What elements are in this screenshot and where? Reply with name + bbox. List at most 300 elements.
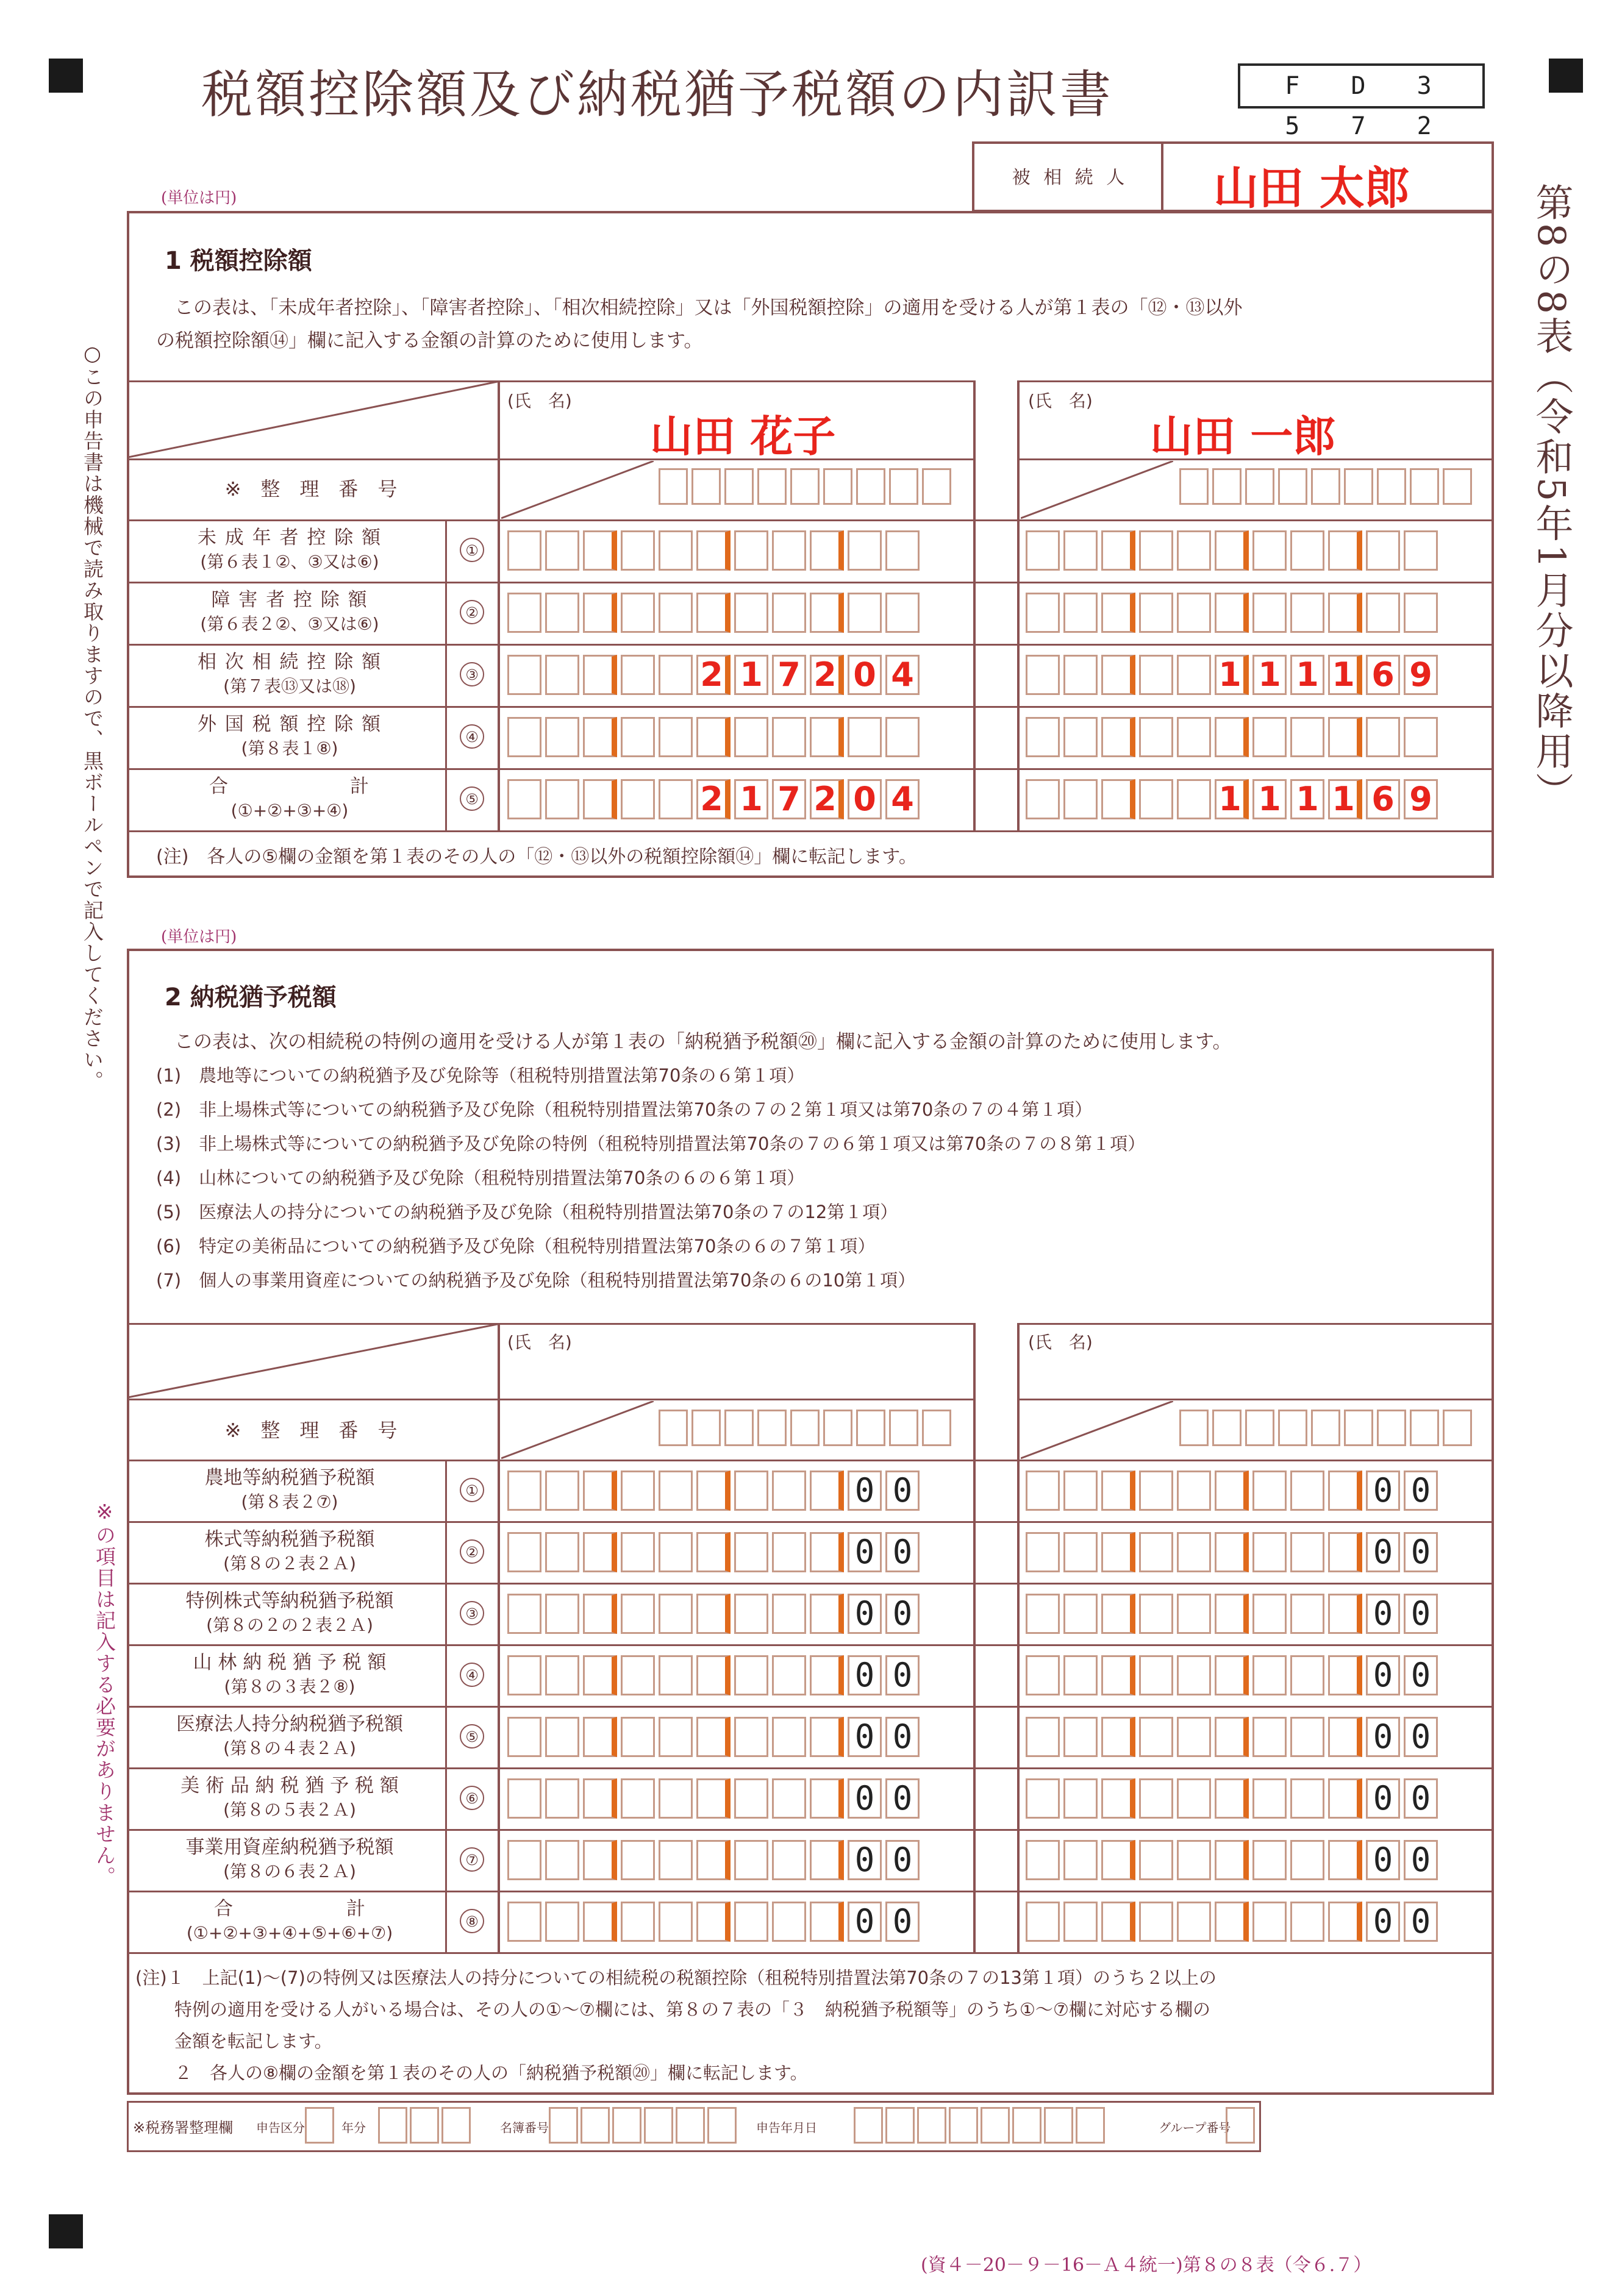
s2-amount-heir1-cell: 0 <box>848 1655 882 1695</box>
s2-amount-heir1-cell <box>659 1532 693 1572</box>
s2-amount-heir1-cell <box>810 1778 844 1819</box>
s2-amount-heir2 <box>1026 1655 1438 1695</box>
s2-amount-heir2-cell: 0 <box>1366 1778 1400 1819</box>
s2-amount-heir2-cell <box>1026 1717 1060 1757</box>
s2-v1 <box>498 1323 500 1952</box>
s2-amount-heir1-cell <box>507 1594 541 1634</box>
s2-amount-heir2 <box>1026 1532 1438 1572</box>
office-f5-cells <box>1226 2107 1255 2144</box>
s1-row-ref: (第７表⑬又は⑱) <box>223 676 356 696</box>
s1-amount-heir1-cell <box>772 530 806 571</box>
s2-amount-heir2-cell <box>1101 1655 1135 1695</box>
s1-amount-heir2-cell <box>1366 593 1400 633</box>
s2-amount-heir1 <box>507 1594 920 1634</box>
s2-amount-heir2-cell <box>1215 1532 1249 1572</box>
s1-amount-heir1-cell <box>621 779 655 819</box>
s2-amount-heir2-cell <box>1139 1778 1173 1819</box>
s2-row-ref: (第８の３表２⑧) <box>224 1677 355 1697</box>
office-f4: 申告年月日 <box>756 2120 817 2135</box>
s1-amount-heir2-cell: 1 <box>1290 655 1324 695</box>
s2-amount-heir1-cell <box>734 1532 768 1572</box>
s2-amount-heir1-cell: 0 <box>848 1471 882 1511</box>
left-note-2: ※の項目は記入する必要がありません。 <box>93 1500 116 1888</box>
s2-amount-heir1-cell <box>545 1902 579 1942</box>
section1-desc-2: の税額控除額⑭」欄に記入する金額の計算のために使用します。 <box>156 330 703 352</box>
s1-amount-heir2-cell <box>1063 717 1098 757</box>
s2-amount-heir2-cell <box>1215 1840 1249 1880</box>
heir1-name: 山田 花子 <box>650 412 836 462</box>
s2-name-caption-1: (氏 名) <box>507 1332 572 1352</box>
s2-amount-heir1-cell <box>696 1471 731 1511</box>
s2-gap <box>976 1323 1017 1952</box>
s2-amount-heir1-cell: 0 <box>885 1840 920 1880</box>
s2-amount-heir2-cell <box>1252 1532 1287 1572</box>
s1-amount-heir2 <box>1026 655 1438 695</box>
s2-amount-heir2-cell <box>1101 1840 1135 1880</box>
s1-amount-heir2-cell <box>1404 593 1438 633</box>
s2-amount-heir1-cell <box>734 1778 768 1819</box>
s2-amount-heir2-cell <box>1177 1840 1211 1880</box>
s1-h6 <box>127 768 1494 770</box>
s2-amount-heir1 <box>507 1717 920 1757</box>
s1-amount-heir1-cell <box>659 593 693 633</box>
s1-amount-heir1-cell: 4 <box>885 779 920 819</box>
s2-amount-heir1-cell <box>545 1840 579 1880</box>
s1-amount-heir1-cell <box>696 717 731 757</box>
s2-amount-heir2-cell <box>1252 1778 1287 1819</box>
s1-h3 <box>127 582 1494 583</box>
s1-amount-heir1-cell <box>583 655 617 695</box>
s2-amount-heir2-cell <box>1252 1471 1287 1511</box>
s1-amount-heir2-cell <box>1139 655 1173 695</box>
s2-h2 <box>127 1460 1494 1461</box>
s1-amount-heir2 <box>1026 593 1438 633</box>
s1-amount-heir1-cell <box>810 717 844 757</box>
s2-row-label: 美 術 品 納 税 猶 予 税 額 <box>180 1775 399 1797</box>
s1-amount-heir1-cell <box>772 717 806 757</box>
s2-amount-heir2-cell: 0 <box>1404 1594 1438 1634</box>
s2-amount-heir2-cell <box>1063 1655 1098 1695</box>
s1-amount-heir1-cell <box>621 593 655 633</box>
s1-amount-heir1-cell <box>545 530 579 571</box>
s1-amount-heir2-cell: 1 <box>1290 779 1324 819</box>
s1-amount-heir1-cell <box>545 655 579 695</box>
s1-h5 <box>127 706 1494 708</box>
s1-h4 <box>127 644 1494 646</box>
s2-amount-heir2-cell: 0 <box>1366 1471 1400 1511</box>
s1-ref-diagonal-2 <box>1021 461 1173 519</box>
s2-amount-heir2-cell <box>1215 1778 1249 1819</box>
s1-amount-heir1-cell <box>583 530 617 571</box>
s1-amount-heir1-cell <box>621 655 655 695</box>
office-f3-cells <box>549 2107 737 2144</box>
s1-amount-heir1-cell <box>507 655 541 695</box>
row-number: ① <box>460 538 484 562</box>
s1-amount-heir2-cell <box>1026 717 1060 757</box>
s2-amount-heir2-cell: 0 <box>1366 1902 1400 1942</box>
s1-row-ref: (①+②+③+④) <box>230 800 349 821</box>
s1-v4 <box>445 519 447 832</box>
s1-amount-heir2-cell <box>1101 779 1135 819</box>
s2-amount-heir1-cell <box>659 1655 693 1695</box>
s2-amount-heir2-cell <box>1177 1717 1211 1757</box>
s2-amount-heir2-cell <box>1101 1594 1135 1634</box>
s2-amount-heir1-cell: 0 <box>885 1778 920 1819</box>
s1-amount-heir1-cell: 2 <box>810 779 844 819</box>
s1-amount-heir1-cell <box>507 530 541 571</box>
s2-amount-heir1-cell <box>772 1840 806 1880</box>
s1-amount-heir1-cell <box>734 593 768 633</box>
s2-amount-heir1-cell <box>545 1594 579 1634</box>
office-f2: 年分 <box>341 2120 366 2135</box>
s1-amount-heir2-cell <box>1063 530 1098 571</box>
section2-note-3: 金額を転記します。 <box>174 2031 332 2052</box>
s2-amount-heir2-cell <box>1026 1532 1060 1572</box>
s1-amount-heir2-cell <box>1101 655 1135 695</box>
row-number: ⑥ <box>460 1786 484 1810</box>
form-code: F D 3 5 7 2 <box>1238 63 1485 109</box>
s1-amount-heir1-cell <box>885 717 920 757</box>
s2-amount-heir2-cell <box>1328 1778 1362 1819</box>
s1-amount-heir1-cell <box>621 530 655 571</box>
s2-amount-heir1-cell <box>772 1532 806 1572</box>
s2-amount-heir2-cell: 0 <box>1366 1840 1400 1880</box>
s1-amount-heir1-cell <box>848 530 882 571</box>
s2-amount-heir2-cell: 0 <box>1404 1532 1438 1572</box>
s1-amount-heir2-cell <box>1328 530 1362 571</box>
s2-amount-heir1 <box>507 1532 920 1572</box>
s2-amount-heir2-cell: 0 <box>1404 1717 1438 1757</box>
s2-amount-heir1-cell <box>545 1717 579 1757</box>
registration-mark-top-left <box>49 59 83 93</box>
s2-amount-heir1-cell <box>810 1532 844 1572</box>
s2-row-label: 合 計 <box>214 1898 365 1920</box>
s1-amount-heir2-cell: 1 <box>1215 655 1249 695</box>
s2-amount-heir1-cell <box>583 1655 617 1695</box>
s2-amount-heir1-cell <box>507 1840 541 1880</box>
s2-amount-heir2-cell: 0 <box>1366 1532 1400 1572</box>
s2-amount-heir2-cell <box>1177 1778 1211 1819</box>
s2-ref-cells-2 <box>1179 1410 1472 1446</box>
s2-row-label: 山 林 納 税 猶 予 税 額 <box>193 1652 387 1674</box>
office-f1: 申告区分 <box>256 2120 305 2135</box>
s2-amount-heir1-cell <box>696 1840 731 1880</box>
s2-amount-heir1-cell <box>507 1778 541 1819</box>
form-title: 税額控除額及び納税猶予税額の内訳書 <box>201 65 1114 124</box>
s1-amount-heir1-cell <box>507 717 541 757</box>
s2-amount-heir2 <box>1026 1471 1438 1511</box>
s1-amount-heir1-cell: 2 <box>696 779 731 819</box>
s2-row-rule <box>127 1644 1494 1646</box>
s1-amount-heir2-cell <box>1101 593 1135 633</box>
s2-amount-heir2-cell <box>1290 1778 1324 1819</box>
s2-amount-heir1-cell <box>734 1902 768 1942</box>
s2-amount-heir1-cell <box>810 1902 844 1942</box>
s2-amount-heir2-cell <box>1177 1655 1211 1695</box>
s1-amount-heir1-cell: 0 <box>848 779 882 819</box>
s1-amount-heir2-cell <box>1063 593 1098 633</box>
s2-amount-heir1-cell <box>659 1717 693 1757</box>
s2-amount-heir1-cell <box>772 1471 806 1511</box>
s2-amount-heir1-cell: 0 <box>885 1655 920 1695</box>
s1-row-ref: (第６表２②、③又は⑥) <box>200 614 379 634</box>
s1-amount-heir2-cell: 1 <box>1252 655 1287 695</box>
s2-amount-heir2-cell <box>1026 1902 1060 1942</box>
s1-amount-heir2-cell <box>1177 530 1211 571</box>
s2-amount-heir1-cell <box>734 1655 768 1695</box>
s1-h2 <box>127 519 1494 521</box>
s2-amount-heir2-cell <box>1063 1532 1098 1572</box>
s2-amount-heir1-cell <box>810 1594 844 1634</box>
s2-amount-heir1-cell <box>659 1840 693 1880</box>
s2-ref-diagonal-2 <box>1021 1401 1173 1460</box>
s2-amount-heir2-cell <box>1252 1717 1287 1757</box>
s2-name-caption-2: (氏 名) <box>1028 1332 1093 1352</box>
s2-amount-heir2-cell <box>1328 1471 1362 1511</box>
s1-amount-heir2-cell <box>1101 530 1135 571</box>
s2-amount-heir2-cell: 0 <box>1404 1778 1438 1819</box>
s2-row-ref: (第８の２の２表２Ａ) <box>206 1615 373 1635</box>
s1-row-ref: (第６表１②、③又は⑥) <box>200 552 379 572</box>
decedent-name: 山田 太郎 <box>1213 162 1410 215</box>
s2-amount-heir1-cell <box>583 1902 617 1942</box>
s2-amount-heir1-cell <box>507 1471 541 1511</box>
s1-amount-heir1-cell <box>696 593 731 633</box>
s2-amount-heir2-cell <box>1026 1655 1060 1695</box>
s1-amount-heir1-cell <box>848 717 882 757</box>
s2-amount-heir1-cell <box>507 1532 541 1572</box>
s1-amount-heir1-cell <box>583 779 617 819</box>
s2-amount-heir2 <box>1026 1902 1438 1942</box>
s1-amount-heir2-cell <box>1177 779 1211 819</box>
office-f3: 名簿番号 <box>500 2120 549 2135</box>
s1-amount-heir2-cell <box>1177 717 1211 757</box>
s1-amount-heir2-cell <box>1366 530 1400 571</box>
s1-amount-heir2 <box>1026 530 1438 571</box>
s1-row-label: 障 害 者 控 除 額 <box>211 589 368 611</box>
s1-amount-heir2-cell <box>1290 593 1324 633</box>
s2-amount-heir1-cell <box>696 1778 731 1819</box>
s1-amount-heir2-cell <box>1139 530 1173 571</box>
section1-note: (注) 各人の⑤欄の金額を第１表のその人の「⑫・⑬以外の税額控除額⑭」欄に転記します。 <box>156 846 917 868</box>
s2-row-ref: (①+②+③+④+⑤+⑥+⑦) <box>186 1923 393 1943</box>
s2-amount-heir1-cell: 0 <box>885 1471 920 1511</box>
s1-amount-heir1-cell <box>583 717 617 757</box>
s1-amount-heir2-cell <box>1252 530 1287 571</box>
s1-amount-heir2-cell <box>1404 717 1438 757</box>
s1-amount-heir1-cell <box>848 593 882 633</box>
s1-v1 <box>498 380 500 832</box>
s2-amount-heir1-cell <box>583 1778 617 1819</box>
registration-mark-bottom-left <box>49 2214 83 2248</box>
office-f4-cells <box>854 2107 1105 2144</box>
s2-amount-heir1-cell <box>545 1778 579 1819</box>
s2-h1b <box>1020 1399 1494 1400</box>
s1-amount-heir1 <box>507 717 920 757</box>
s2-amount-heir2-cell <box>1328 1717 1362 1757</box>
s2-amount-heir1-cell <box>696 1655 731 1695</box>
s2-amount-heir1-cell: 0 <box>885 1594 920 1634</box>
s1-amount-heir1 <box>507 530 920 571</box>
s2-amount-heir2-cell <box>1139 1594 1173 1634</box>
s2-amount-heir1-cell: 0 <box>848 1717 882 1757</box>
s2-amount-heir1-cell <box>659 1778 693 1819</box>
s2-v3 <box>1017 1323 1020 1952</box>
s2-amount-heir2-cell: 0 <box>1366 1594 1400 1634</box>
s2-amount-heir2-cell: 0 <box>1404 1471 1438 1511</box>
s1-amount-heir2-cell <box>1139 717 1173 757</box>
s2-amount-heir1-cell <box>507 1717 541 1757</box>
s1-amount-heir1-cell <box>810 593 844 633</box>
s2-amount-heir1-cell: 0 <box>848 1902 882 1942</box>
s2-amount-heir2-cell <box>1063 1594 1098 1634</box>
s2-amount-heir1-cell <box>696 1594 731 1634</box>
s2-amount-heir2-cell <box>1063 1471 1098 1511</box>
s2-amount-heir1-cell: 0 <box>848 1532 882 1572</box>
s2-amount-heir2-cell <box>1101 1532 1135 1572</box>
row-number: ⑦ <box>460 1847 484 1872</box>
s2-amount-heir2-cell <box>1139 1655 1173 1695</box>
s1-amount-heir2-cell <box>1063 655 1098 695</box>
s2-amount-heir1-cell <box>734 1840 768 1880</box>
s2-amount-heir2-cell: 0 <box>1404 1902 1438 1942</box>
s1-amount-heir1-cell <box>885 593 920 633</box>
s2-amount-heir1-cell <box>507 1655 541 1695</box>
s2-amount-heir1-cell <box>696 1717 731 1757</box>
s1-amount-heir1-cell <box>507 593 541 633</box>
office-f1-cells <box>305 2107 334 2144</box>
s1-amount-heir2-cell: 1 <box>1252 779 1287 819</box>
s2-amount-heir2-cell <box>1215 1655 1249 1695</box>
s2-row-rule <box>127 1767 1494 1769</box>
section2-item: (5) 医療法人の持分についての納税猶予及び免除（租税特別措置法第70条の７の12第１項） <box>156 1202 898 1222</box>
s1-h1 <box>127 458 973 460</box>
row-number: ② <box>460 600 484 624</box>
s1-amount-heir2-cell: 1 <box>1328 779 1362 819</box>
s2-amount-heir1-cell <box>772 1902 806 1942</box>
s2-amount-heir2-cell <box>1101 1717 1135 1757</box>
s1-amount-heir1-cell: 7 <box>772 779 806 819</box>
s2-amount-heir1-cell <box>583 1840 617 1880</box>
s2-amount-heir1-cell: 0 <box>885 1532 920 1572</box>
s1-amount-heir2-cell <box>1026 530 1060 571</box>
s1-amount-heir1 <box>507 779 920 819</box>
s2-amount-heir2-cell <box>1215 1471 1249 1511</box>
s2-amount-heir1-cell <box>772 1717 806 1757</box>
s1-amount-heir2-cell: 6 <box>1366 779 1400 819</box>
s2-amount-heir2 <box>1026 1717 1438 1757</box>
s1-amount-heir1-cell: 2 <box>696 655 731 695</box>
s2-amount-heir1 <box>507 1840 920 1880</box>
s1-row-ref: (第８表１⑧) <box>241 738 338 758</box>
s1-amount-heir2 <box>1026 779 1438 819</box>
s2-amount-heir2-cell <box>1252 1594 1287 1634</box>
s2-amount-heir1-cell <box>810 1840 844 1880</box>
s2-row-label: 特例株式等納税猶予税額 <box>185 1590 394 1612</box>
s2-amount-heir2-cell <box>1101 1471 1135 1511</box>
s2-row-rule <box>127 1952 1494 1954</box>
section2-note-4: ２ 各人の⑧欄の金額を第１表のその人の「納税猶予税額⑳」欄に転記します。 <box>174 2062 808 2083</box>
s2-row-ref: (第８の６表２Ａ) <box>223 1861 356 1881</box>
s1-amount-heir1-cell: 1 <box>734 779 768 819</box>
section2-item: (3) 非上場株式等についての納税猶予及び免除の特例（租税特別措置法第70条の７の６第１項又は第70条の７の８第１項） <box>156 1133 1146 1154</box>
section2-title: 2 納税猶予税額 <box>165 983 337 1011</box>
s2-amount-heir1-cell <box>810 1471 844 1511</box>
s2-amount-heir2-cell <box>1252 1655 1287 1695</box>
s2-amount-heir1-cell <box>621 1840 655 1880</box>
s1-amount-heir1-cell: 7 <box>772 655 806 695</box>
s2-amount-heir2-cell <box>1290 1594 1324 1634</box>
s1-amount-heir1-cell <box>545 593 579 633</box>
s2-amount-heir2-cell <box>1139 1717 1173 1757</box>
s1-amount-heir1-cell <box>734 530 768 571</box>
s2-amount-heir1-cell <box>621 1471 655 1511</box>
s2-ref-label: ※ 整 理 番 号 <box>224 1419 398 1442</box>
s2-amount-heir2-cell: 0 <box>1366 1655 1400 1695</box>
s2-amount-heir2-cell <box>1328 1532 1362 1572</box>
s2-amount-heir1-cell <box>583 1594 617 1634</box>
s2-amount-heir1-cell <box>810 1717 844 1757</box>
row-number: ⑤ <box>460 786 484 811</box>
s1-amount-heir2-cell <box>1252 593 1287 633</box>
s2-amount-heir2-cell: 0 <box>1366 1717 1400 1757</box>
s2-amount-heir2-cell <box>1290 1471 1324 1511</box>
s2-amount-heir2-cell <box>1139 1532 1173 1572</box>
s2-ref-cells-1 <box>659 1410 951 1446</box>
s1-amount-heir2-cell <box>1139 593 1173 633</box>
s2-amount-heir1 <box>507 1902 920 1942</box>
s1-amount-heir1-cell <box>545 779 579 819</box>
s2-amount-heir1-cell <box>507 1902 541 1942</box>
s2-amount-heir1-cell <box>621 1902 655 1942</box>
s1-amount-heir2-cell <box>1404 530 1438 571</box>
s2-amount-heir2-cell <box>1101 1778 1135 1819</box>
section2-item: (4) 山林についての納税猶予及び免除（租税特別措置法第70条の６の６第１項） <box>156 1168 805 1188</box>
row-number: ④ <box>460 724 484 749</box>
s2-amount-heir1-cell <box>621 1532 655 1572</box>
s2-amount-heir1-cell <box>583 1471 617 1511</box>
row-number: ⑧ <box>460 1909 484 1933</box>
unit-label-2: (単位は円) <box>161 928 237 946</box>
s2-ref-diagonal-1 <box>501 1401 654 1460</box>
s1-amount-heir1-cell <box>810 530 844 571</box>
s2-amount-heir2-cell <box>1026 1594 1060 1634</box>
s2-amount-heir1-cell <box>810 1655 844 1695</box>
s1-amount-heir2-cell <box>1366 717 1400 757</box>
s2-row-ref: (第８の５表２Ａ) <box>223 1800 356 1820</box>
s2-amount-heir2-cell: 0 <box>1404 1655 1438 1695</box>
s2-row-rule <box>127 1891 1494 1892</box>
s2-amount-heir2-cell <box>1252 1902 1287 1942</box>
s1-amount-heir2-cell <box>1139 779 1173 819</box>
s2-amount-heir2-cell <box>1063 1778 1098 1819</box>
s1-amount-heir1-cell <box>659 530 693 571</box>
s1-row-label: 合 計 <box>209 775 370 797</box>
s2-row-rule <box>127 1706 1494 1708</box>
s2-row-rule <box>127 1583 1494 1585</box>
s1-amount-heir2-cell <box>1215 717 1249 757</box>
s2-row-label: 株式等納税猶予税額 <box>204 1528 375 1550</box>
s2-amount-heir2-cell <box>1328 1655 1362 1695</box>
s2-amount-heir2-cell: 0 <box>1404 1840 1438 1880</box>
side-title: 第8の8表（令和5年1月分以降用） <box>1529 183 1574 812</box>
row-number: ② <box>460 1539 484 1564</box>
s1-ref-label: ※ 整 理 番 号 <box>224 477 398 501</box>
s2-amount-heir1 <box>507 1655 920 1695</box>
office-f2-cells <box>378 2107 471 2144</box>
s1-amount-heir1-cell <box>583 593 617 633</box>
section2-item: (6) 特定の美術品についての納税猶予及び免除（租税特別措置法第70条の６の７第１項） <box>156 1236 876 1257</box>
